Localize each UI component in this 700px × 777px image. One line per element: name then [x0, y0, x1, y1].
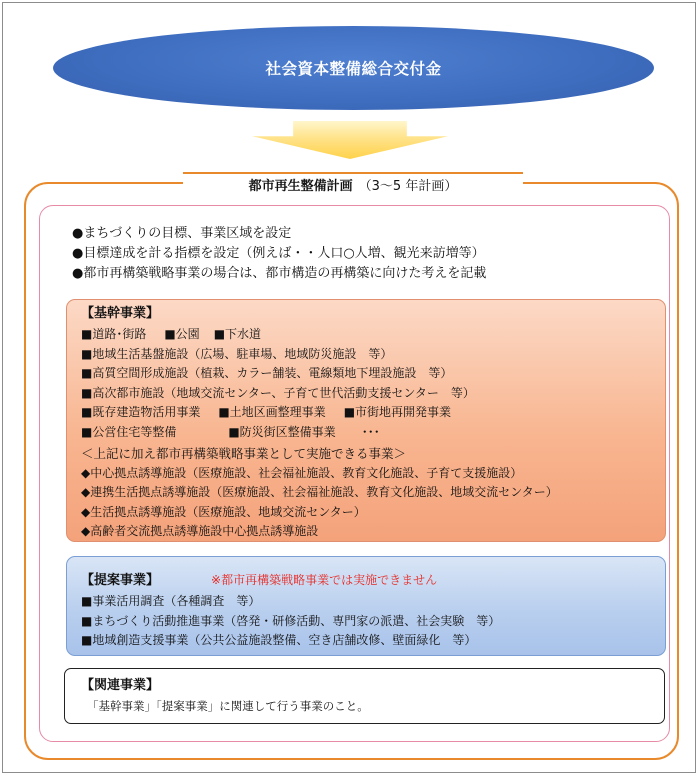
related-description: 「基幹事業」「提案事業」に関連して行う事業のこと。 [87, 699, 369, 713]
proposal-item: ■地域創造支援事業（公共公益施設整備、空き店舗改修、壁面緑化 等） [81, 633, 477, 647]
plan-title-bar [183, 172, 523, 194]
plan-period: （3～5 年計画） [358, 178, 458, 194]
proposal-heading: 【提案事業】 [81, 573, 160, 588]
core-item: ■公園 [164, 327, 200, 341]
core-item: ■土地区画整理事業 [218, 405, 326, 419]
core-item: ■地域生活基盤施設（広場、駐車場、地域防災施設 等） [81, 346, 393, 361]
core-item: ■防災街区整備事業 [228, 424, 336, 439]
plan-bullets [72, 224, 486, 284]
core-row [81, 325, 558, 345]
proposal-item: ■事業活用調査（各種調査 等） [81, 594, 261, 608]
core-sub-heading: ＜上記に加え都市再構築戦略事業として実施できる事業＞ [81, 446, 407, 461]
related-projects-box [64, 668, 665, 724]
core-row [81, 403, 558, 423]
proposal-note: ※都市再構築戦略事業では実施できません [211, 573, 438, 587]
bullet-item: ●目標達成を計る指標を設定（例えば・・人口○人増、観光来訪増等） [72, 246, 485, 261]
strategic-item: ◆中心拠点誘導施設（医療施設、社会福祉施設、教育文化施設、子育て支援施設） [81, 465, 523, 480]
proposal-item: ■まちづくり活動推進事業（啓発・研修活動、専門家の派遣、社会実験 等） [81, 613, 501, 628]
proposal-heading-row [81, 569, 500, 592]
core-heading: 【基幹事業】 [81, 306, 160, 321]
bullet-item: ●まちづくりの目標、事業区域を設定 [72, 226, 292, 241]
core-projects-box [66, 299, 666, 542]
header-title: 社会資本整備総合交付金 [265, 60, 442, 78]
core-item: ■既存建造物活用事業 [81, 405, 201, 419]
strategic-item: ◆連携生活拠点誘導施設（医療施設、社会福祉施設、教育文化施設、地域交流センター） [81, 485, 558, 499]
proposal-projects-box [66, 556, 666, 656]
core-item: ■道路･街路 [81, 327, 147, 341]
core-item: ■公営住宅等整備 [81, 424, 177, 439]
header-ellipse [53, 26, 654, 110]
strategic-item: ◆高齢者交流拠点誘導施設中心拠点誘導施設 [81, 524, 319, 538]
core-item: ■市街地再開発事業 [343, 405, 452, 419]
related-heading: 【関連事業】 [81, 678, 160, 693]
plan-title: 都市再生整備計画 [248, 178, 353, 194]
core-item: ■高質空間形成施設（植栽、カラー舗装、電線類地下埋設施設 等） [81, 366, 453, 380]
core-item: ･･･ [361, 424, 380, 439]
bullet-item: ●都市再構築戦略事業の場合は、都市構造の再構築に向けた考えを記載 [72, 266, 487, 281]
core-item: ■下水道 [213, 327, 262, 341]
strategic-item: ◆生活拠点誘導施設（医療施設、地域交流センター） [81, 504, 366, 519]
core-item: ■高次都市施設（地域交流センター、子育て世代活動支援センター 等） [81, 385, 475, 400]
core-row [81, 423, 558, 443]
